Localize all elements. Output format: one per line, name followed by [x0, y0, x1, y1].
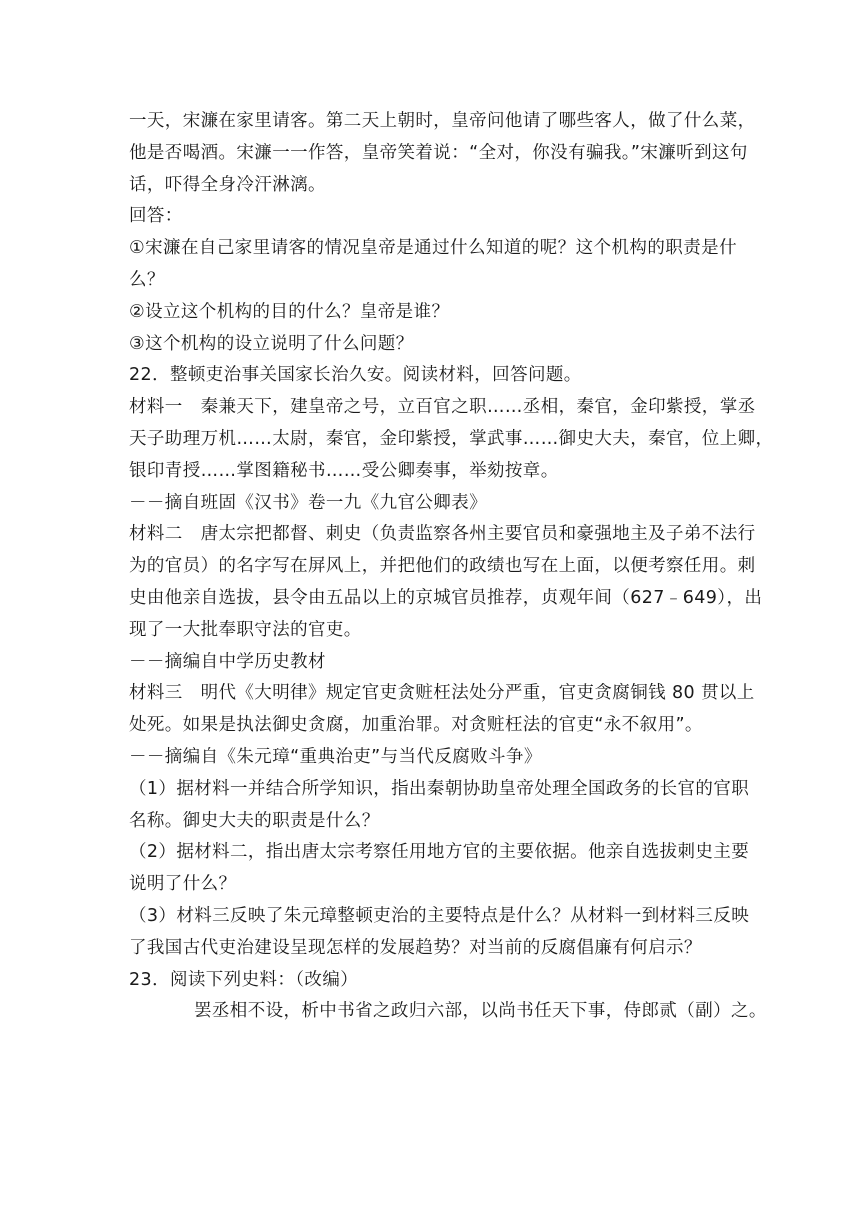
document-body — [129, 106, 774, 1028]
material-2: 材料二 唐太宗把都督、刺史（负责监察各州主要官员和豪强地主及子弟不法行 — [129, 524, 756, 545]
material-3-continued: 处死。如果是执法御史贪腐，加重治罪。对贪赃枉法的官吏“永不叙用”。 — [129, 715, 703, 736]
material-2-source: －－摘编自中学历史教材 — [129, 651, 326, 672]
material-1-source: －－摘自班固《汉书》卷一九《九官公卿表》 — [129, 492, 487, 513]
question-2: ②设立这个机构的目的什么？皇帝是谁？ — [129, 301, 450, 322]
question-1-continued: 么？ — [129, 269, 165, 290]
material-3-source: －－摘编自《朱元璋“重典治吏”与当代反腐败斗争》 — [129, 746, 542, 767]
question-1: ①宋濂在自己家里请客的情况皇帝是通过什么知道的呢？这个机构的职责是什 — [129, 238, 737, 259]
text-line: 话，吓得全身冷汗淋漓。 — [129, 174, 326, 195]
material-3: 材料三 明代《大明律》规定官吏贪赃枉法处分严重，官吏贪腐铜钱 80 贯以上 — [129, 683, 755, 704]
material-1: 材料一 秦兼天下，建皇帝之号，立百官之职……丞相，秦官，金印紫授，掌丞 — [129, 397, 756, 418]
sub-question-3: （3）材料三反映了朱元璋整顿吏治的主要特点是什么？从材料一到材料三反映 — [129, 905, 750, 926]
material-1-continued: 天子助理万机……太尉，秦官，金印紫授，掌武事……御史大夫，秦官，位上卿， — [129, 428, 774, 449]
sub-question-1-continued: 名称。御史大夫的职责是什么？ — [129, 810, 380, 831]
text-line: 一天，宋濂在家里请客。第二天上朝时，皇帝问他请了哪些客人，做了什么菜， — [129, 111, 756, 131]
question-3: ③这个机构的设立说明了什么问题？ — [129, 333, 414, 354]
material-2-continued: 现了一大批奉职守法的官吏。 — [129, 619, 362, 640]
question-22-heading: 22．整顿吏治事关国家长治久安。阅读材料，回答问题。 — [129, 365, 582, 386]
material-2-continued: 史由他亲自选拔，县令由五品以上的京城官员推荐，贞观年间（627﹣649），出 — [129, 587, 763, 608]
sub-question-3-continued: 了我国古代吏治建设呈现怎样的发展趋势？对当前的反腐倡廉有何启示？ — [129, 937, 702, 958]
answer-heading: 回答： — [129, 206, 183, 227]
question-23-heading: 23．阅读下列史料：（改编） — [129, 969, 359, 990]
sub-question-2: （2）据材料二，指出唐太宗考察任用地方官的主要依据。他亲自选拔刺史主要 — [129, 842, 750, 863]
question-23-passage: 罢丞相不设，析中书省之政归六部，以尚书任天下事，侍郎贰（副）之。 — [194, 1001, 767, 1022]
material-1-continued: 银印青授……掌图籍秘书……受公卿奏事，举劾按章。 — [129, 460, 559, 481]
sub-question-1: （1）据材料一并结合所学知识，指出秦朝协助皇帝处理全国政务的长官的官职 — [129, 778, 750, 799]
material-2-continued: 为的官员）的名字写在屏风上，并把他们的政绩也写在上面，以便考察任用。刺 — [129, 556, 756, 577]
sub-question-2-continued: 说明了什么？ — [129, 874, 237, 895]
text-line: 他是否喝酒。宋濂一一作答，皇帝笑着说：“全对，你没有骗我。”宋濂听到这句 — [129, 142, 748, 163]
